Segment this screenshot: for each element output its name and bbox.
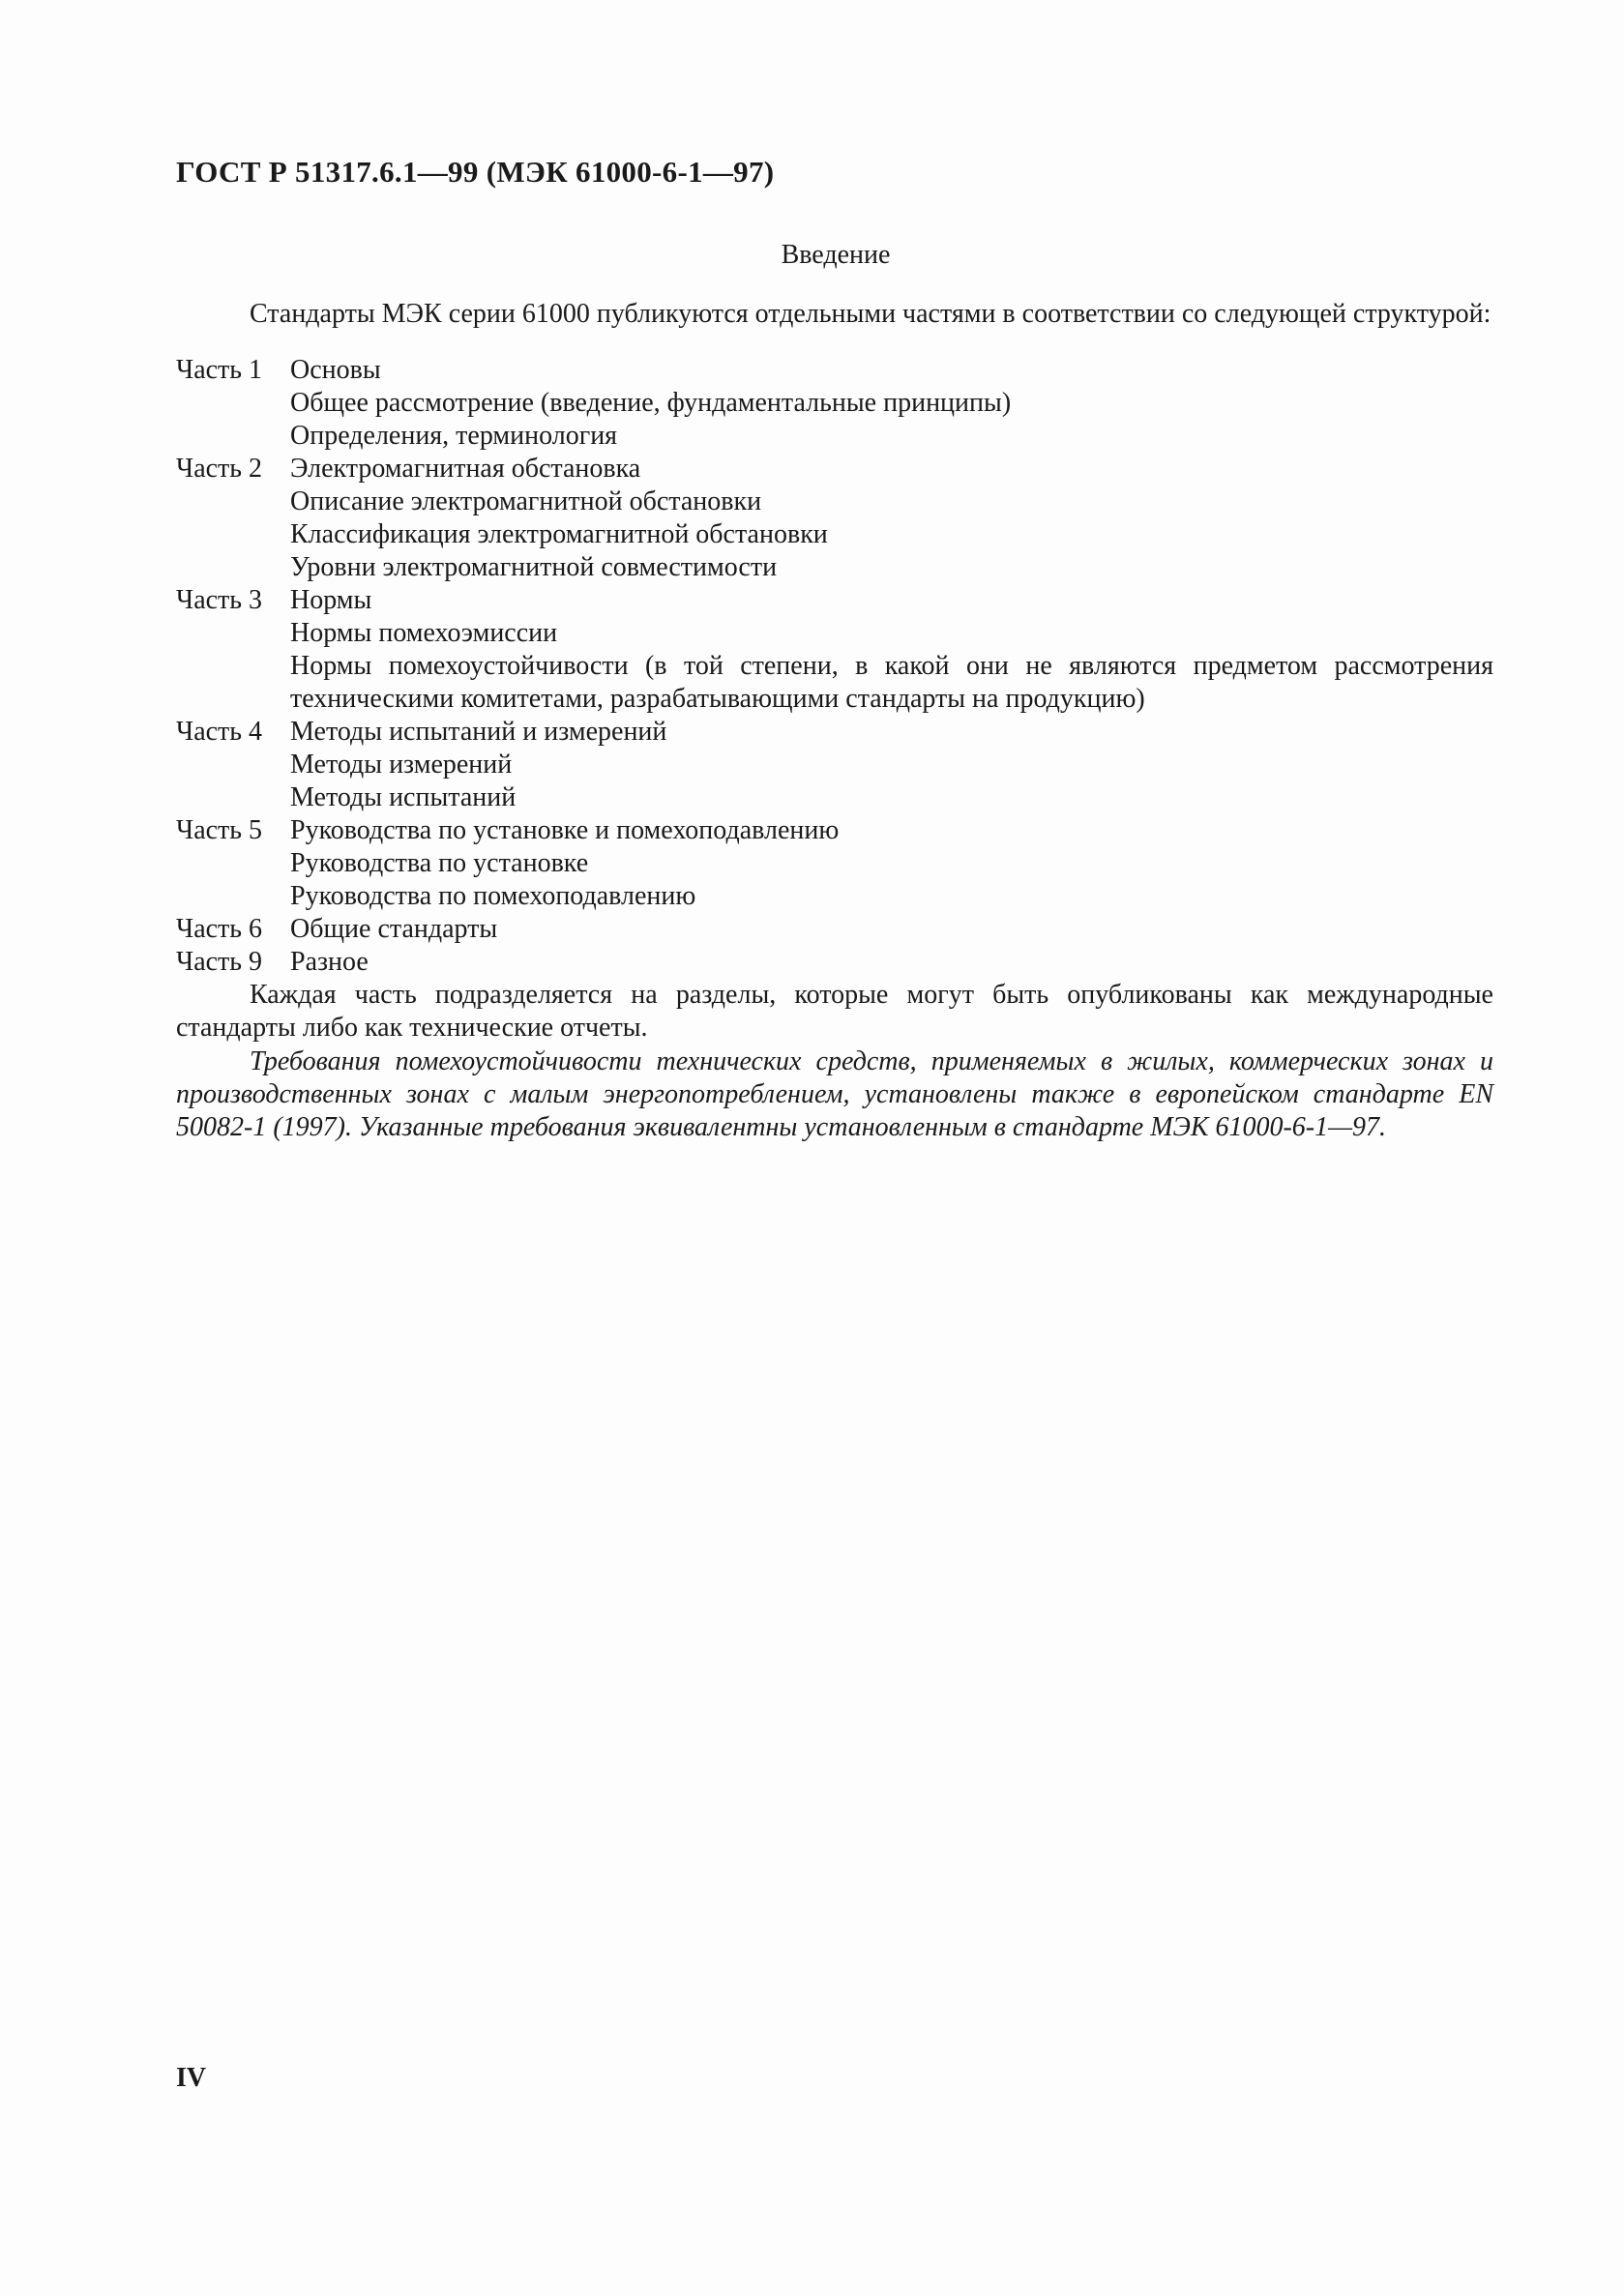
- part-body: [290, 814, 1493, 913]
- part-body: [290, 453, 1493, 584]
- part-label: Часть 6: [176, 914, 263, 944]
- part-row: [176, 716, 1493, 814]
- part-label: Часть 1: [176, 355, 263, 385]
- part-body: [290, 584, 1493, 716]
- part-subitem: Руководства по установке: [290, 848, 589, 878]
- part-subitem: Общее рассмотрение (введение, фундаментальные принципы): [290, 388, 1012, 418]
- part-label: Часть 9: [176, 947, 263, 977]
- part-title: Разное: [290, 947, 369, 977]
- parts-list: [176, 354, 1493, 979]
- page-number: IV: [176, 2063, 207, 2093]
- part-row: [176, 946, 1493, 979]
- closing-block: [176, 979, 1493, 1144]
- part-title: Общие стандарты: [290, 914, 498, 944]
- part-title: Нормы: [290, 585, 372, 615]
- intro-paragraph-block: [176, 298, 1493, 331]
- part-body: [290, 354, 1493, 453]
- part-row: [176, 584, 1493, 716]
- part-label: Часть 5: [176, 815, 263, 845]
- part-title: Руководства по установке и помехоподавлению: [290, 815, 840, 845]
- italic-paragraph: Требования помехоустойчивости технических средств, применяемых в жилых, коммерческих зонах и производственных зонах с малым энергопотреблением, установлены также в европейском стандарте EN 50082-1 (1997). Указанные требования эквивалентны установленным в стандарте МЭК 61000-6-1—97.: [176, 1046, 1493, 1142]
- part-subitem: Методы испытаний: [290, 782, 517, 812]
- part-label: Часть 3: [176, 585, 263, 615]
- part-row: [176, 913, 1493, 946]
- part-body: [290, 716, 1493, 814]
- part-label: Часть 4: [176, 717, 263, 747]
- part-subitem: Руководства по помехоподавлению: [290, 881, 696, 911]
- part-title: Электромагнитная обстановка: [290, 454, 641, 484]
- part-title: Методы испытаний и измерений: [290, 717, 667, 747]
- part-label: Часть 2: [176, 454, 263, 484]
- section-title: Введение: [781, 240, 891, 270]
- part-body: [290, 946, 1493, 979]
- part-subitem: Описание электромагнитной обстановки: [290, 486, 762, 516]
- part-subitem: Определения, терминология: [290, 421, 618, 451]
- part-row: [176, 814, 1493, 913]
- part-body: [290, 913, 1493, 946]
- intro-paragraph: Стандарты МЭК серии 61000 публикуются отдельными частями в соответствии со следующей структурой:: [250, 299, 1491, 329]
- part-row: [176, 354, 1493, 453]
- closing-paragraph: Каждая часть подразделяется на разделы, которые могут быть опубликованы как международные стандарты либо как технические отчеты.: [176, 980, 1493, 1043]
- part-title: Основы: [290, 355, 381, 385]
- part-subitem: Нормы помехоустойчивости (в той степени, в какой они не являются предметом рассмотрения техническими комитетами, разрабатывающими стандарты на продукцию): [290, 651, 1493, 714]
- part-subitem: Методы измерений: [290, 750, 513, 780]
- part-row: [176, 453, 1493, 584]
- part-subitem: Нормы помехоэмиссии: [290, 618, 558, 648]
- part-subitem: Классификация электромагнитной обстановки: [290, 519, 828, 549]
- document-code-header: ГОСТ Р 51317.6.1—99 (МЭК 61000-6-1—97): [176, 155, 775, 189]
- part-subitem: Уровни электромагнитной совместимости: [290, 552, 778, 582]
